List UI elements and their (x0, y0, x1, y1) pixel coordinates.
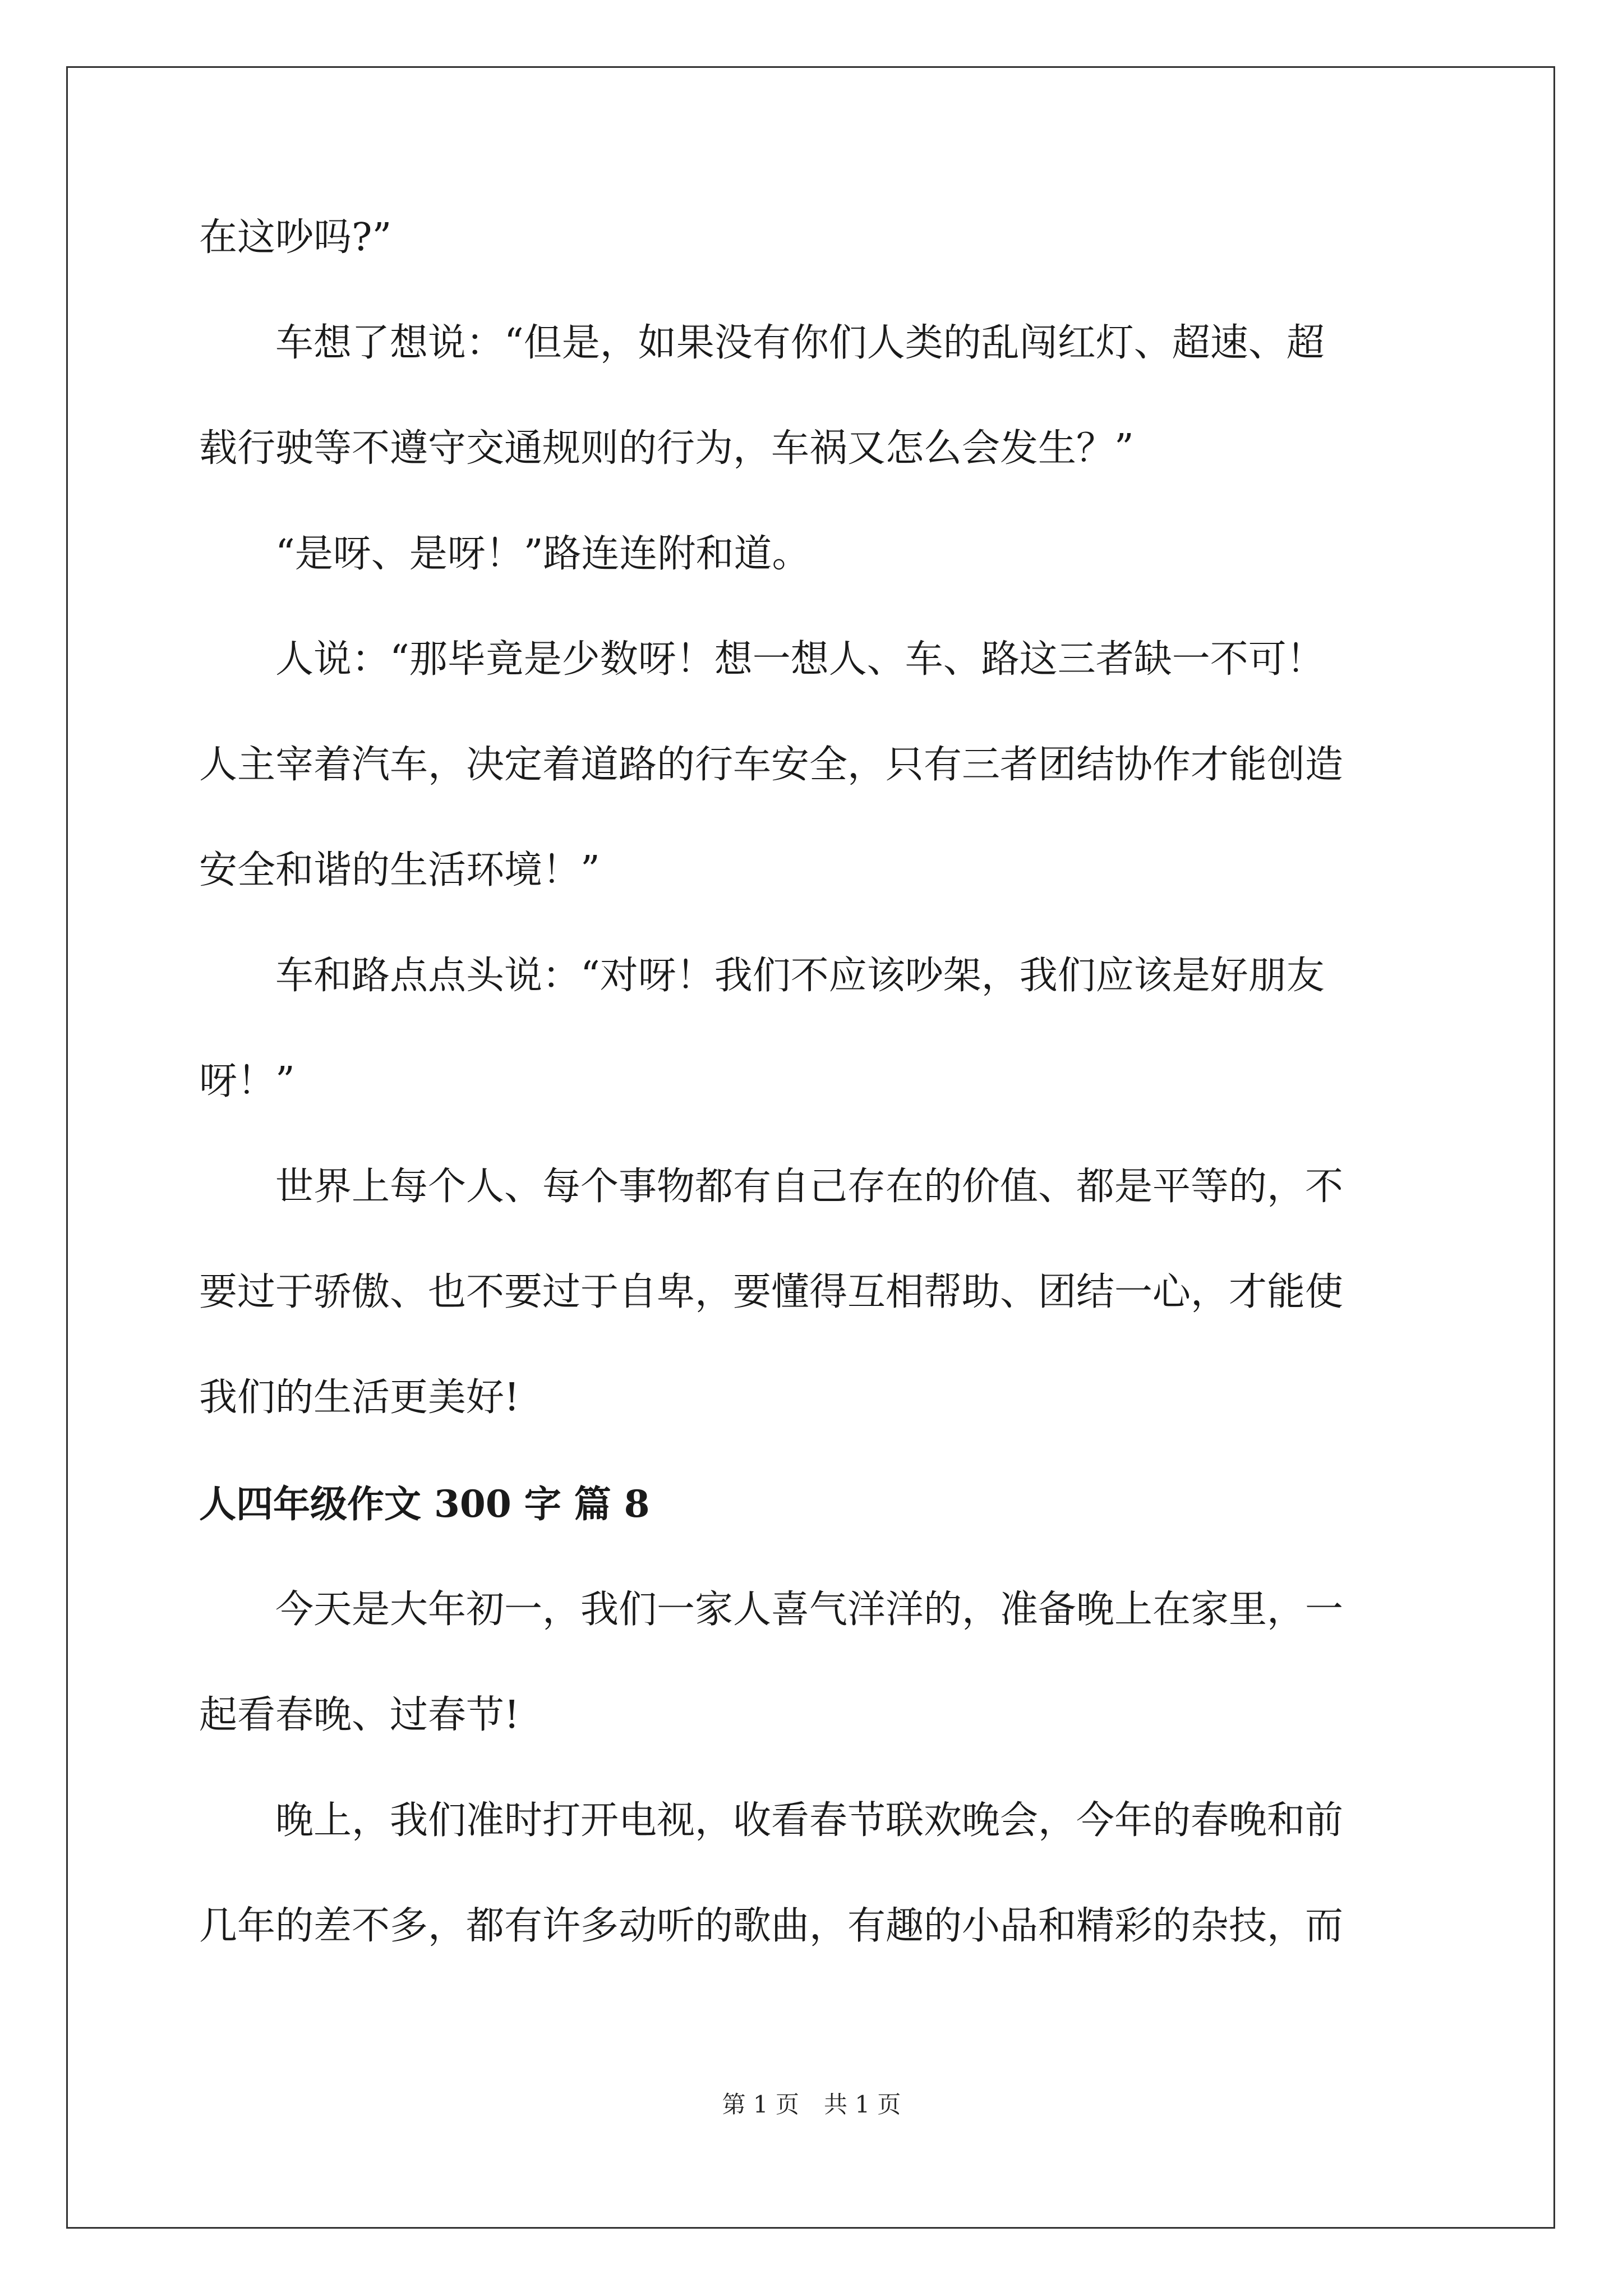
body-line: 晚上，我们准时打开电视，收看春节联欢晚会，今年的春晚和前 (275, 1798, 1344, 1843)
page-footer (0, 2088, 1623, 2122)
body-line: 世界上每个人、每个事物都有自己存在的价值、都是平等的，不 (275, 1165, 1344, 1209)
body-line: 车和路点点头说：“对呀！我们不应该吵架，我们应该是好朋友 (275, 954, 1325, 998)
body-line: 人主宰着汽车，决定着道路的行车安全，只有三者团结协作才能创造 (199, 743, 1344, 787)
body-line: 今天是大年初一，我们一家人喜气洋洋的，准备晚上在家里，一 (275, 1588, 1344, 1632)
body-line: 载行驶等不遵守交通规则的行为，车祸又怎么会发生？” (199, 426, 1134, 471)
body-line: 起看春晚、过春节! (199, 1693, 520, 1737)
body-line: 人说：“那毕竟是少数呀！想一想人、车、路这三者缺一不可！ (275, 637, 1325, 682)
body-line: 在这吵吗?” (199, 215, 392, 260)
body-line: 我们的生活更美好! (199, 1375, 520, 1420)
body-line: 安全和谐的生活环境！” (199, 848, 600, 892)
body-line: 呀！” (199, 1059, 295, 1103)
body-line: “是呀、是呀！”路连连附和道。 (275, 532, 810, 576)
document-body (199, 185, 1433, 1979)
page-number: 第 1 页 (722, 2091, 799, 2118)
section-heading: 人四年级作文 300 字 篇 8 (199, 1482, 650, 1526)
body-line: 车想了想说：“但是，如果没有你们人类的乱闯红灯、超速、超 (275, 321, 1325, 365)
body-line: 几年的差不多，都有许多动听的歌曲，有趣的小品和精彩的杂技，而 (199, 1904, 1344, 1948)
body-line: 要过于骄傲、也不要过于自卑，要懂得互相帮助、团结一心，才能使 (199, 1270, 1344, 1314)
page-total: 共 1 页 (824, 2091, 901, 2118)
